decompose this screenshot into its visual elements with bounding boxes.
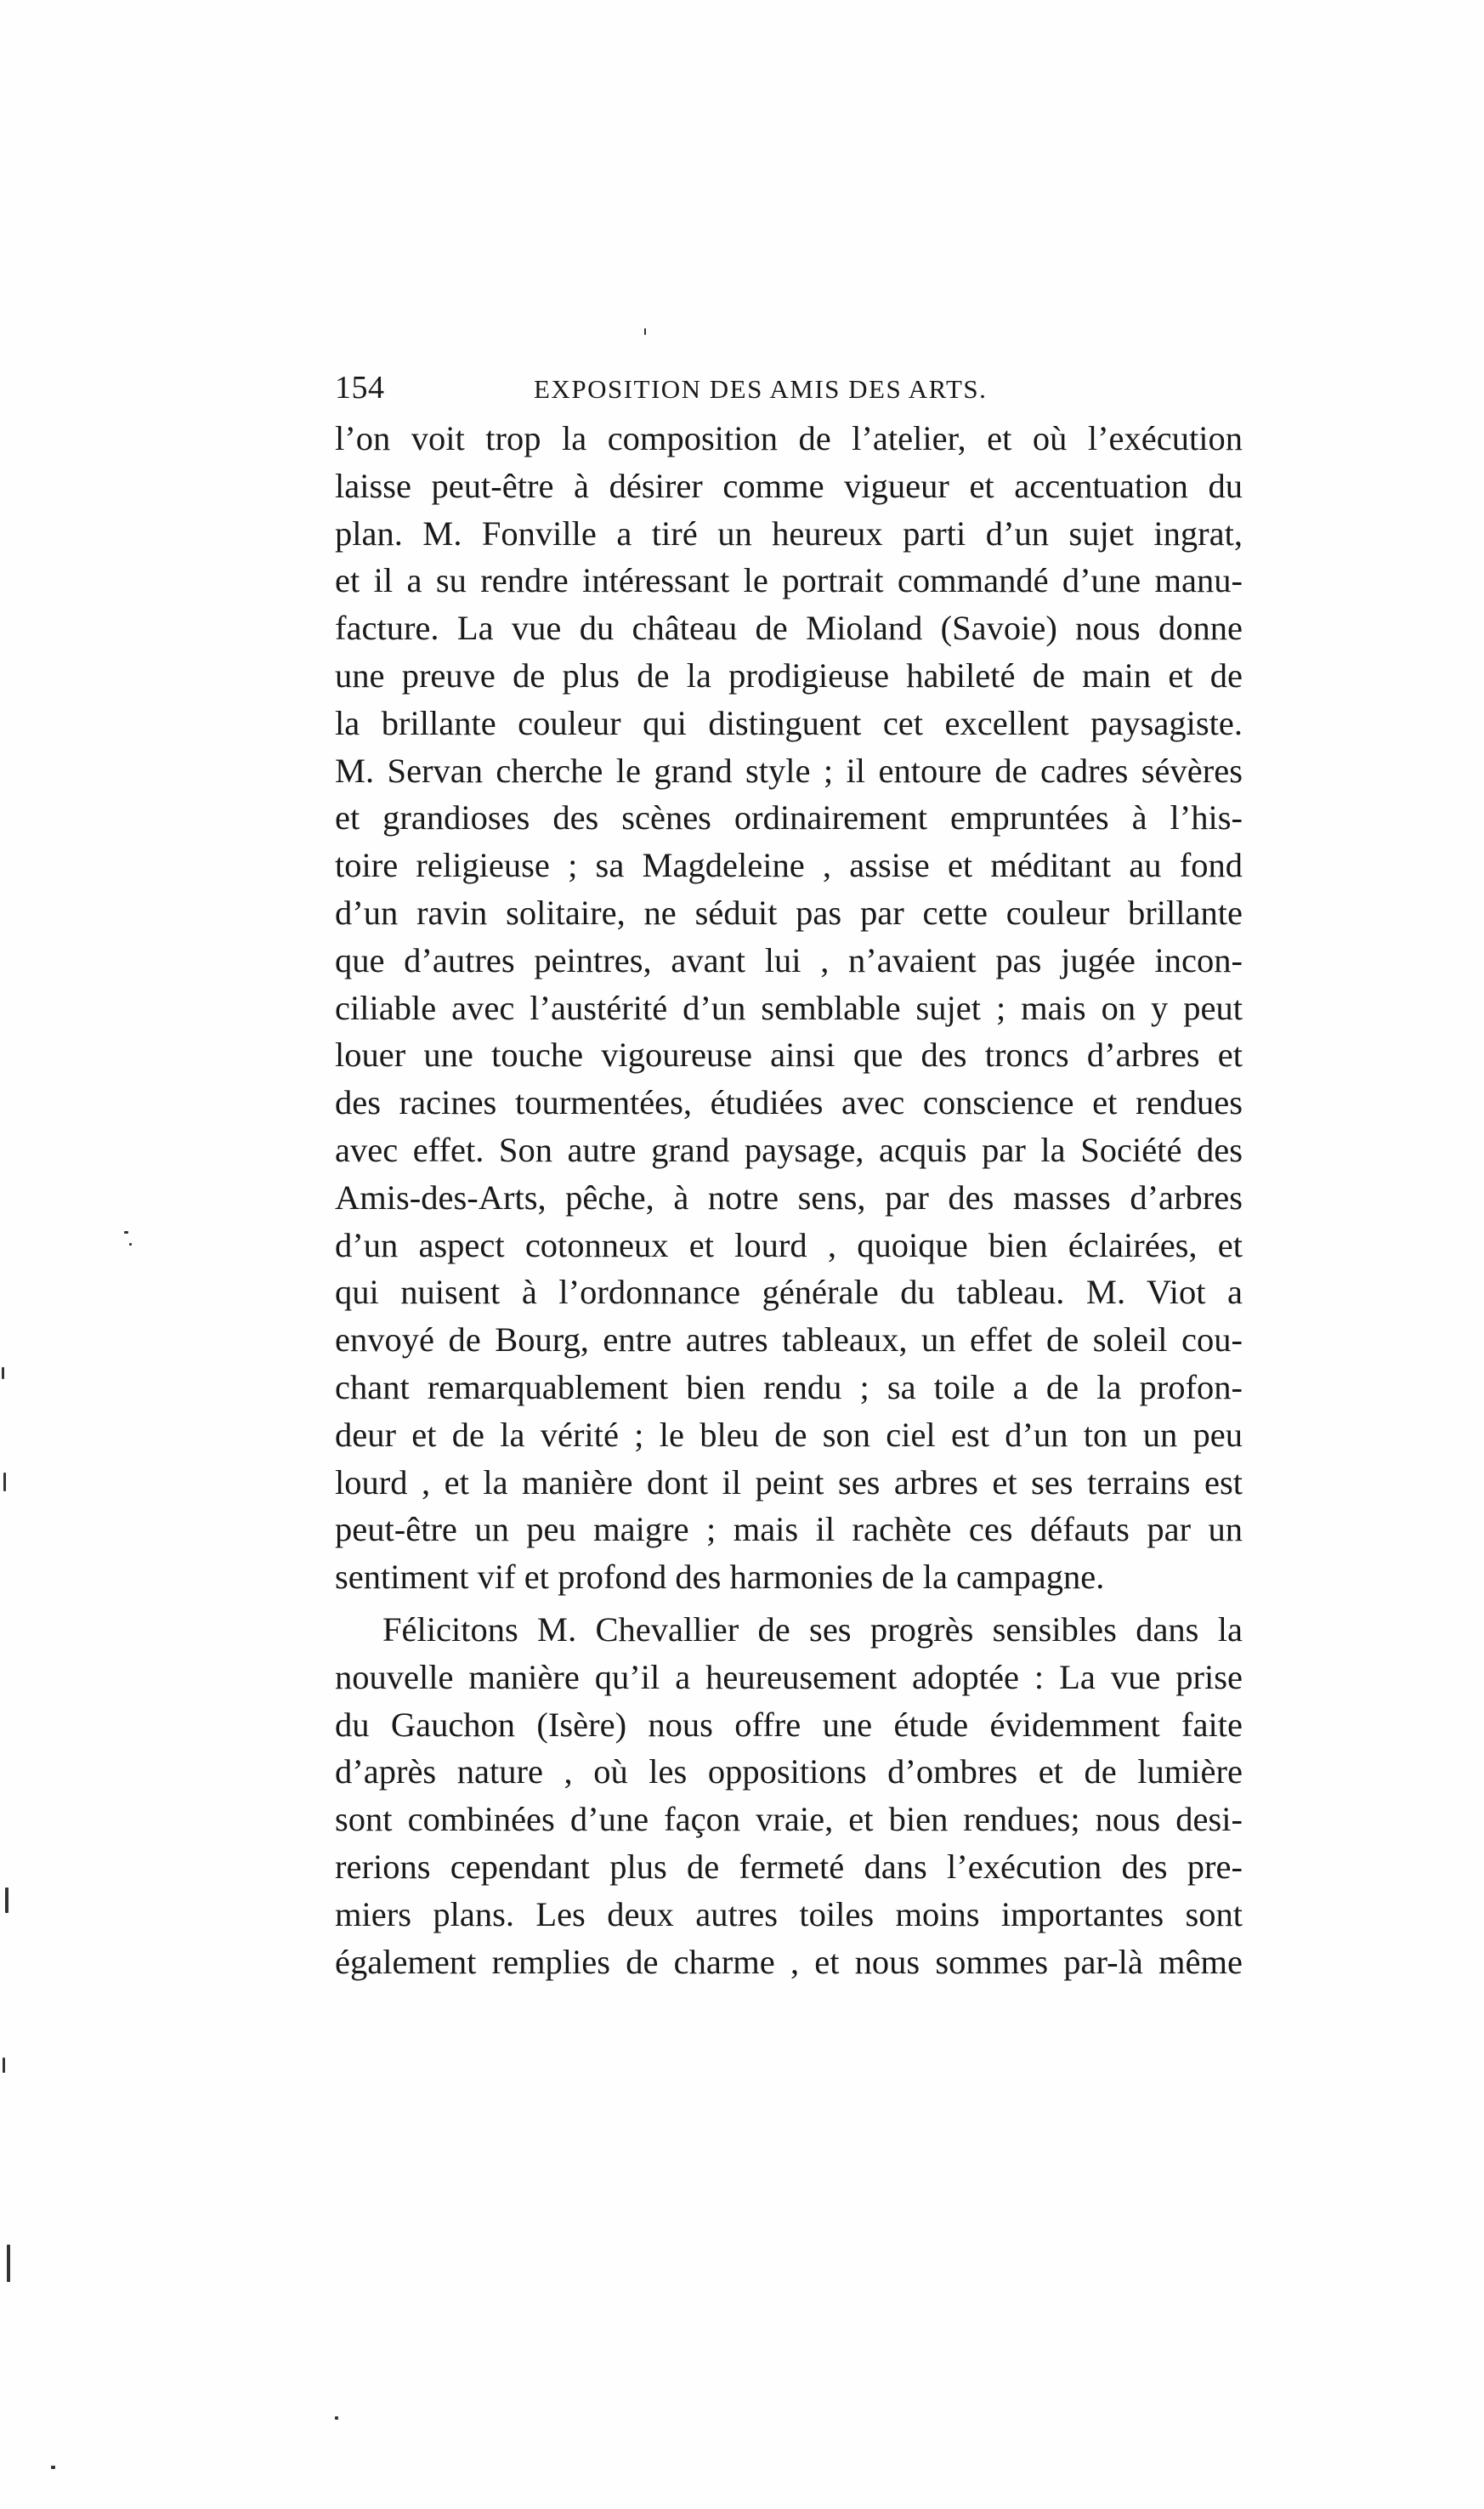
text-line: que d’autres peintres, avant lui , n’avaient pas jugée incon- — [335, 940, 1243, 979]
text-line: d’un ravin solitaire, ne séduit pas par cette couleur brillante — [335, 893, 1243, 932]
text-line: laisse peut-être à désirer comme vigueur et accentuation du — [335, 466, 1243, 505]
running-head: EXPOSITION DES AMIS DES ARTS. — [534, 374, 988, 404]
text-line: facture. La vue du château de Mioland (Savoie) nous donne — [335, 609, 1243, 648]
scan-speck — [5, 1887, 8, 1913]
text-line: nouvelle manière qu’il a heureusement adoptée : La vue prise — [335, 1657, 1243, 1696]
text-line: deur et de la vérité ; le bleu de son ciel est d’un ton un peu — [335, 1415, 1243, 1454]
text-line: du Gauchon (Isère) nous offre une étude évidemment faite — [335, 1705, 1243, 1744]
scan-speck — [3, 1473, 6, 1491]
text-line: rerions cependant plus de fermeté dans l’exécution des pre- — [335, 1847, 1243, 1886]
body-text — [335, 415, 1243, 1985]
text-line: qui nuisent à l’ordonnance générale du tableau. M. Viot a — [335, 1273, 1243, 1312]
scan-speck — [3, 2058, 5, 2073]
scan-speck — [124, 1231, 128, 1234]
text-line: avec effet. Son autre grand paysage, acquis par la Société des — [335, 1130, 1243, 1169]
text-line: M. Servan cherche le grand style ; il entoure de cadres sévères — [335, 751, 1243, 790]
text-line: une preuve de plus de la prodigieuse habileté de main et de — [335, 656, 1243, 695]
text-line: louer une touche vigoureuse ainsi que des troncs d’arbres et — [335, 1036, 1243, 1075]
text-line: chant remarquablement bien rendu ; sa toile a de la profon- — [335, 1367, 1243, 1406]
scan-speck — [2, 1367, 4, 1379]
scan-speck — [7, 2245, 10, 2282]
scan-speck — [335, 2416, 338, 2420]
text-line: Félicitons M. Chevallier de ses progrès sensibles dans la — [382, 1609, 1243, 1649]
text-line: miers plans. Les deux autres toiles moins importantes sont — [335, 1894, 1243, 1933]
text-line: toire religieuse ; sa Magdeleine , assise et méditant au fond — [335, 846, 1243, 885]
text-line: l’on voit trop la composition de l’atelier, et où l’exécution — [335, 419, 1243, 457]
text-line: d’après nature , où les oppositions d’ombres et de lumière — [335, 1752, 1243, 1791]
text-line: lourd , et la manière dont il peint ses arbres et ses terrains est — [335, 1462, 1243, 1501]
text-line: et il a su rendre intéressant le portrait commandé d’une manu- — [335, 561, 1243, 600]
text-line: Amis-des-Arts, pêche, à notre sens, par des masses d’arbres — [335, 1178, 1243, 1217]
text-line: des racines tourmentées, étudiées avec conscience et rendues — [335, 1083, 1243, 1122]
page-number: 154 — [335, 370, 385, 406]
text-line: d’un aspect cotonneux et lourd , quoique bien éclairées, et — [335, 1225, 1243, 1264]
text-line: plan. M. Fonville a tiré un heureux parti d’un sujet ingrat, — [335, 514, 1243, 553]
page-header — [335, 364, 1243, 412]
text-line: la brillante couleur qui distinguent cet excellent paysagiste. — [335, 703, 1243, 742]
text-line: sont combinées d’une façon vraie, et bien rendues; nous desi- — [335, 1800, 1243, 1839]
scan-speck — [644, 328, 646, 335]
text-line: ciliable avec l’austérité d’un semblable sujet ; mais on y peut — [335, 988, 1243, 1027]
text-line: envoyé de Bourg, entre autres tableaux, un effet de soleil cou- — [335, 1320, 1243, 1360]
scan-speck — [129, 1243, 132, 1246]
text-line: sentiment vif et profond des harmonies de la campagne. — [335, 1558, 1105, 1597]
text-line: peut-être un peu maigre ; mais il rachète ces défauts par un — [335, 1510, 1243, 1549]
text-line: et grandioses des scènes ordinairement empruntées à l’his- — [335, 798, 1243, 837]
scan-speck — [51, 2466, 55, 2469]
text-line: également remplies de charme , et nous sommes par-là même — [335, 1942, 1243, 1981]
